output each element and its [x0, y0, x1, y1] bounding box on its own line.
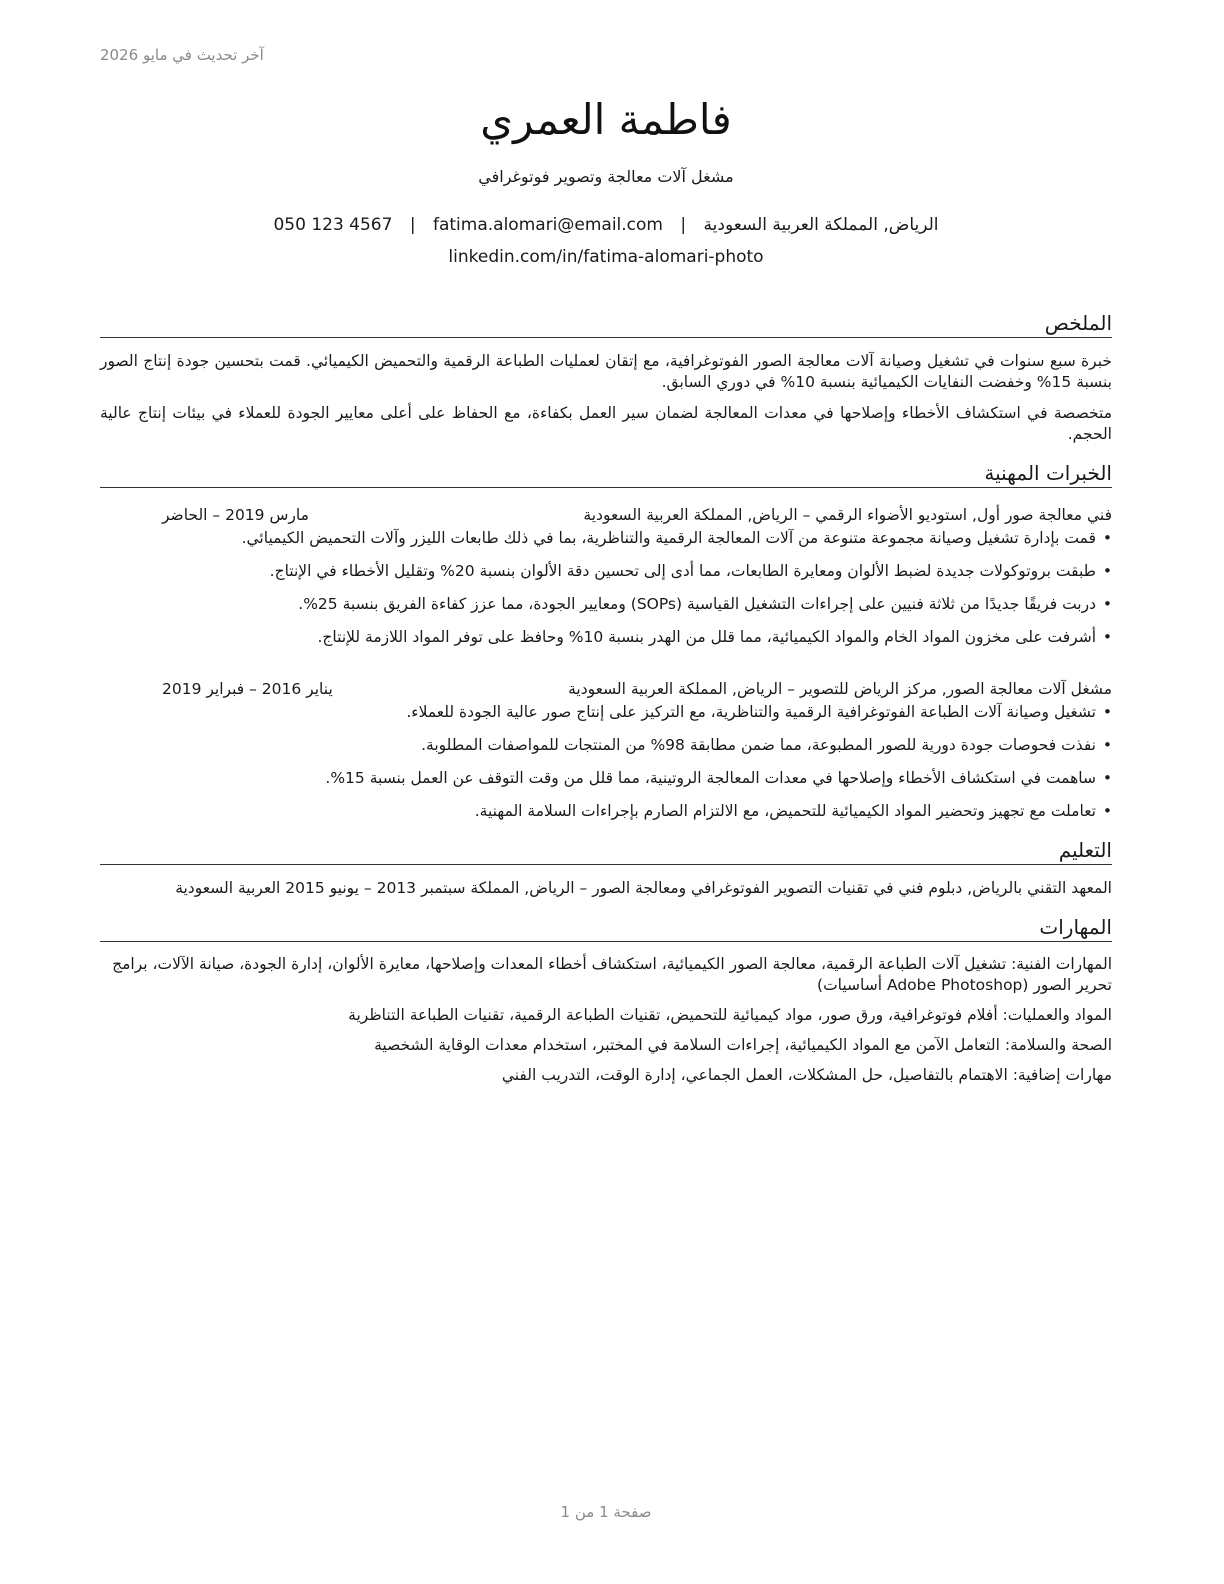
- resume-content: [100, 309, 1112, 1100]
- job-bullet: • نفذت فحوصات جودة دورية للصور المطبوعة، مما ضمن مطابقة 98% من المنتجات للمواصفات المطلوبة.: [100, 735, 1112, 756]
- job-title: مشغل آلات معالجة الصور, مركز الرياض للتصوير – الرياض, المملكة العربية السعودية: [568, 680, 1112, 698]
- job-spacer: [100, 660, 1112, 678]
- section-title-experience: الخبرات المهنية: [100, 459, 1112, 488]
- page-number: صفحة 1 من 1: [560, 1503, 652, 1521]
- job-dates: يناير 2016 – فبراير 2019: [162, 680, 333, 698]
- job-bullet: • تشغيل وصيانة آلات الطباعة الفوتوغرافية الرقمية والتناظرية، مع التركيز على إنتاج صور عالية الجودة للعملاء.: [100, 702, 1112, 723]
- skill-line: المهارات الفنية: تشغيل آلات الطباعة الرقمية، معالجة الصور الكيميائية، استكشاف أخطاء المعدات وإصلاحها، معايرة الألوان، إدارة الجودة، صيانة الآلات، برامج تحرير الصور (Adobe Photoshop أساسيات): [112, 955, 1112, 994]
- job-bullet: • أشرفت على مخزون المواد الخام والمواد الكيميائية، مما قلل من الهدر بنسبة 10% وحافظ على توفر المواد اللازمة للإنتاج.: [100, 627, 1112, 648]
- contact-separator: |: [680, 215, 687, 235]
- job-bullet: • قمت بإدارة تشغيل وصيانة مجموعة متنوعة من آلات المعالجة الرقمية والتناظرية، بما في ذلك طابعات الليزر وآلات التحميض الكيميائي.: [100, 528, 1112, 549]
- job-bullets: [100, 702, 1112, 822]
- resume-page: [100, 0, 1112, 1584]
- resume-header: [100, 92, 1112, 269]
- experience-section: [100, 459, 1112, 822]
- education-entry: المعهد التقني بالرياض, دبلوم فني في تقنيات التصوير الفوتوغرافي ومعالجة الصور – الرياض, المملكة سبتمبر 2013 – يونيو 2015 العربية السعودية: [175, 879, 1112, 897]
- skills-section: [100, 913, 1112, 1086]
- job-header: [100, 504, 1112, 526]
- section-title-education: التعليم: [100, 836, 1112, 865]
- job-dates: مارس 2019 – الحاضر: [162, 506, 309, 524]
- summary-paragraph: متخصصة في استكشاف الأخطاء وإصلاحها في معدات المعالجة لضمان سير العمل بكفاءة، مع الحفاظ على أعلى معايير الجودة للعملاء في بيئات إنتاج عالية الحجم.: [100, 404, 1112, 443]
- summary-section: [100, 309, 1112, 445]
- job-entry: [100, 678, 1112, 822]
- contact-location: الرياض, المملكة العربية السعودية: [703, 215, 939, 235]
- contact-phone: 050 123 4567: [273, 215, 393, 235]
- job-entry: [100, 504, 1112, 648]
- job-header: [100, 678, 1112, 700]
- job-subtitle: مشغل آلات معالجة وتصوير فوتوغرافي: [478, 167, 734, 186]
- education-section: [100, 836, 1112, 899]
- job-bullets: [100, 528, 1112, 648]
- skill-line: مهارات إضافية: الاهتمام بالتفاصيل، حل المشكلات، العمل الجماعي، إدارة الوقت، التدريب الفني: [501, 1066, 1112, 1084]
- contact-separator: |: [409, 215, 416, 235]
- person-name: فاطمة العمري: [480, 95, 732, 144]
- job-title: فني معالجة صور أول, استوديو الأضواء الرقمي – الرياض, المملكة العربية السعودية: [583, 506, 1112, 524]
- job-bullet: • طبقت بروتوكولات جديدة لضبط الألوان ومعايرة الطابعات، مما أدى إلى تحسين دقة الألوان بنسبة 20% وتقليل الأخطاء في الإنتاج.: [100, 561, 1112, 582]
- summary-paragraph: خبرة سبع سنوات في تشغيل وصيانة آلات معالجة الصور الفوتوغرافية، مع إتقان لعمليات الطباعة الرقمية والتحميض الكيميائي. قمت بتحسين جودة إنتاج الصور بنسبة 15% وخفضت النفايات الكيميائية بنسبة 10% في دوري السابق.: [100, 352, 1112, 391]
- last-updated: آخر تحديث في مايو 2026: [100, 46, 264, 64]
- skill-line: المواد والعمليات: أفلام فوتوغرافية، ورق صور، مواد كيميائية للتحميض، تقنيات الطباعة الرقمية، تقنيات الطباعة التناظرية: [348, 1006, 1112, 1024]
- job-bullet: • دربت فريقًا جديدًا من ثلاثة فنيين على إجراءات التشغيل القياسية (SOPs) ومعايير الجودة، مما عزز كفاءة الفريق بنسبة 25%.: [100, 594, 1112, 615]
- linkedin-link[interactable]: linkedin.com/in/fatima-alomari-photo: [448, 247, 764, 267]
- job-bullet: • تعاملت مع تجهيز وتحضير المواد الكيميائية للتحميض، مع الالتزام الصارم بإجراءات السلامة المهنية.: [100, 801, 1112, 822]
- job-bullet: • ساهمت في استكشاف الأخطاء وإصلاحها في معدات المعالجة الروتينية، مما قلل من وقت التوقف عن العمل بنسبة 15%.: [100, 768, 1112, 789]
- section-title-summary: الملخص: [100, 309, 1112, 338]
- skill-line: الصحة والسلامة: التعامل الآمن مع المواد الكيميائية، إجراءات السلامة في المختبر، استخدام معدات الوقاية الشخصية: [374, 1036, 1112, 1054]
- contact-line: [100, 213, 1112, 237]
- contact-email[interactable]: fatima.alomari@email.com: [432, 215, 663, 235]
- section-title-skills: المهارات: [100, 913, 1112, 942]
